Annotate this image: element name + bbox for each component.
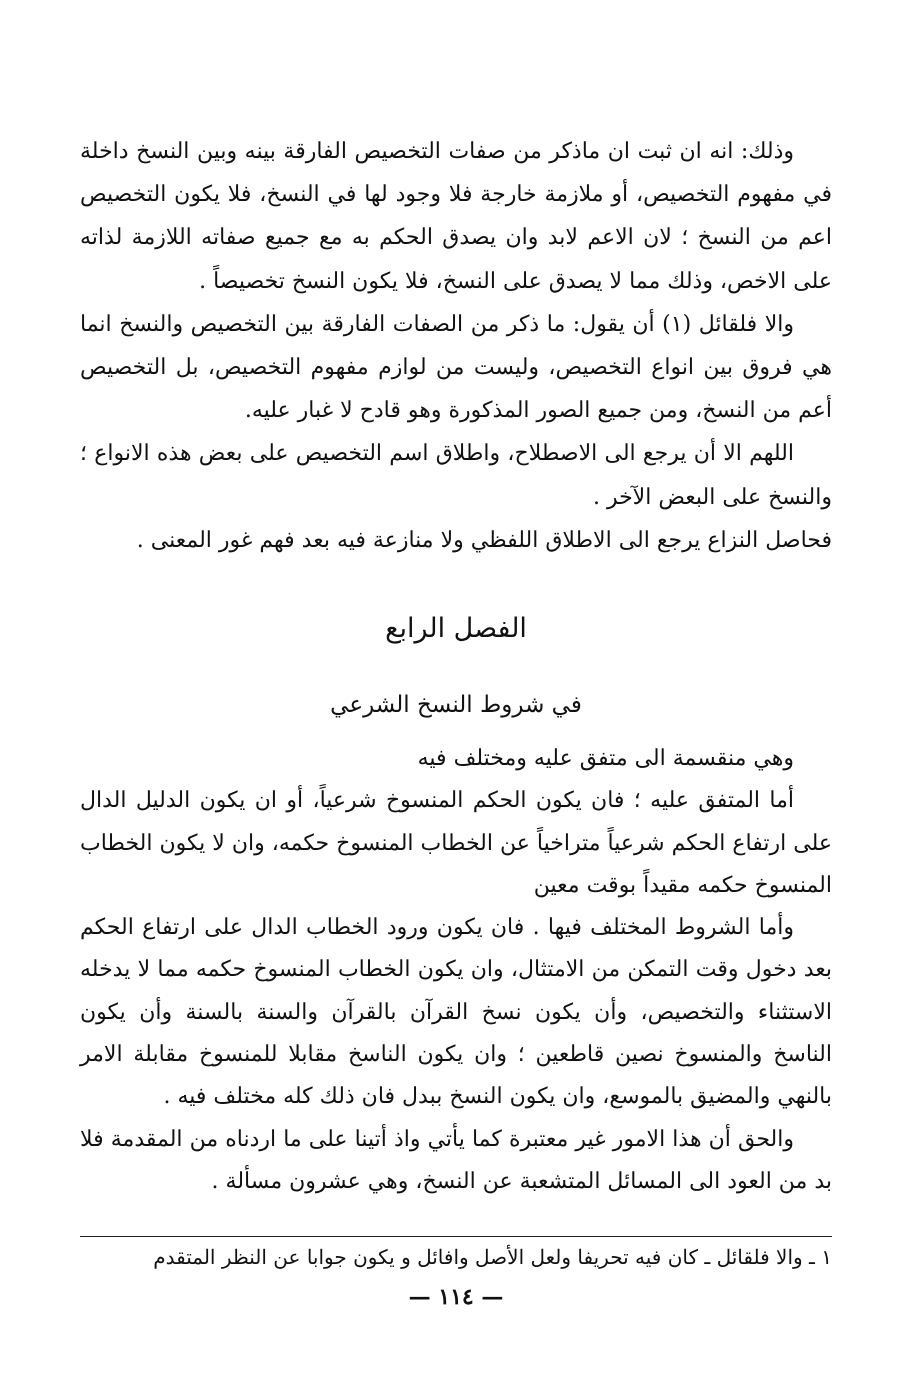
chapter-title: الفصل الرابع — [385, 613, 527, 644]
footnote-divider — [80, 1236, 832, 1237]
paragraph-7: وأما الشروط المختلف فيها . فان يكون ورود الخطاب الدال على ارتفاع الحكم بعد دخول وقت التمكن من الامتثال، وان يكون الخطاب المنسوخ حكمه مما لا يدخله الاستثناء والتخصيص، وأن يكون نسخ القرآن بالقرآن والسنة بالسنة وأن يكون الناسخ والمنسوخ نصين قاطعين ؛ وان يكون الناسخ مقابلا للمنسوخ مقابلة الامر بالنهي والمضيق بالموسع، وان يكون النسخ ببدل فان ذلك كله مختلف فيه . — [80, 915, 833, 1110]
paragraph-2: والا فلقائل (١) أن يقول: ما ذكر من الصفات الفارقة بين التخصيص والنسخ انما هي فروق بين انواع التخصيص، وليست من لوازم مفهوم التخصيص، بل التخصيص أعم من النسخ، ومن جميع الصور المذكورة وهو قادح لا غبار عليه. — [80, 311, 832, 424]
paragraph-4: فحاصل النزاع يرجع الى الاطلاق اللفظي ولا منازعة فيه بعد فهم غور المعنى . — [136, 527, 832, 553]
body-text-top — [80, 130, 832, 562]
paragraph-6: أما المتفق عليه ؛ فان يكون الحكم المنسوخ شرعياً، أو ان يكون الدليل الدال على ارتفاع الحكم شرعياً متراخياً عن الخطاب المنسوخ حكمه، وان لا يكون الخطاب المنسوخ حكمه مقيداً بوقت معين — [80, 788, 832, 898]
chapter-subtitle: في شروط النسخ الشرعي — [330, 692, 582, 718]
paragraph-8: والحق أن هذا الامور غير معتبرة كما يأتي واذ أتينا على ما اردناه من المقدمة فلا بد من العود الى المسائل المتشعبة عن النسخ، وهي عشرون مسألة . — [80, 1126, 832, 1194]
body-text-bottom — [80, 738, 832, 1203]
page-number: — ١١٤ — — [408, 1284, 504, 1310]
footnote: ١ ـ والا فلقائل ـ كان فيه تحريفا ولعل الأصل وافائل و يكون جوابا عن النظر المتقدم — [153, 1245, 832, 1269]
paragraph-5: وهي منقسمة الى متفق عليه ومختلف فيه — [417, 746, 794, 771]
paragraph-1: وذلك: انه ان ثبت ان ماذكر من صفات التخصيص الفارقة بينه وبين النسخ داخلة في مفهوم التخصيص، أو ملازمة خارجة فلا وجود لها في النسخ، فلا يكون التخصيص اعم من النسخ ؛ لان الاعم لابد وان يصدق الحكم به مع جميع صفاته اللازمة لذاته على الاخص، وذلك مما لا يصدق على النسخ، فلا يكون النسخ تخصيصاً . — [80, 139, 832, 294]
paragraph-3: اللهم الا أن يرجع الى الاصطلاح، واطلاق اسم التخصيص على بعض هذه الانواع ؛ والنسخ على البعض الآخر . — [80, 441, 832, 510]
